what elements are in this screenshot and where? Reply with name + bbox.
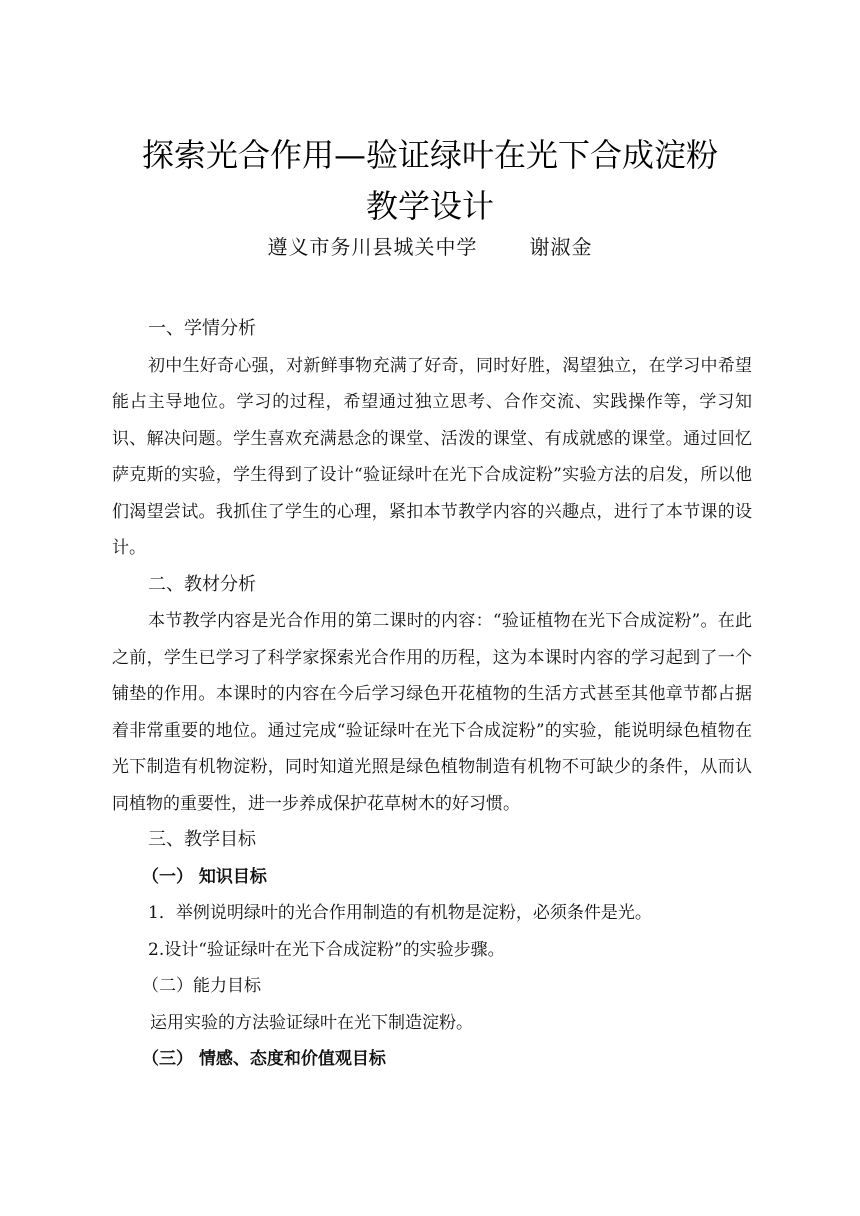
author-name: 谢淑金 [529, 235, 593, 259]
school-name: 遵义市务川县城关中学 [267, 235, 478, 259]
byline [0, 232, 860, 262]
subheading-knowledge-goals: （一） 知识目标 [142, 866, 267, 887]
ability-goal-text: 运用实验的方法验证绿叶在光下制造淀粉。 [150, 1012, 473, 1033]
section-heading-teaching-goals: 三、教学目标 [148, 829, 256, 850]
document-body [112, 311, 752, 1078]
paragraph-learner-analysis: 初中生好奇心强，对新鲜事物充满了好奇，同时好胜，渴望独立，在学习中希望能占主导地位。学习的过程，希望通过独立思考、合作交流、实践操作等，学习知识、解决问题。学生喜欢充满悬念的课堂、活泼的课堂、有成就感的课堂。通过回忆萨克斯的实验，学生得到了设计“验证绿叶在光下合成淀粉”实验方法的启发，所以他们渴望尝试。我抓住了学生的心理，紧扣本节教学内容的兴趣点，进行了本节课的设计。 [112, 355, 752, 558]
document-title: 探索光合作用—验证绿叶在光下合成淀粉 [141, 136, 718, 174]
section-heading-learner-analysis: 一、学情分析 [148, 318, 256, 339]
list-item: 1．举例说明绿叶的光合作用制造的有机物是淀粉，必须条件是光。 [148, 903, 652, 923]
document-subtitle: 教学设计 [365, 187, 494, 225]
list-item: 2.设计“验证绿叶在光下合成淀粉”的实验步骤。 [148, 939, 505, 960]
paragraph-textbook-analysis: 本节教学内容是光合作用的第二课时的内容：“验证植物在光下合成淀粉”。在此之前，学生已学习了科学家探索光合作用的历程，这为本课时内容的学习起到了一个铺垫的作用。本课时的内容在今后学习绿色开花植物的生活方式甚至其他章节都占据着非常重要的地位。通过完成“验证绿叶在光下合成淀粉”的实验，能说明绿色植物在光下制造有机物淀粉，同时知道光照是绿色植物制造有机物不可缺少的条件，从而认同植物的重要性，进一步养成保护花草树木的好习惯。 [112, 611, 752, 814]
subheading-ability-goals: （二）能力目标 [142, 976, 261, 996]
section-heading-textbook-analysis: 二、教材分析 [148, 573, 256, 595]
subheading-attitude-goals: （三） 情感、态度和价值观目标 [142, 1049, 386, 1069]
